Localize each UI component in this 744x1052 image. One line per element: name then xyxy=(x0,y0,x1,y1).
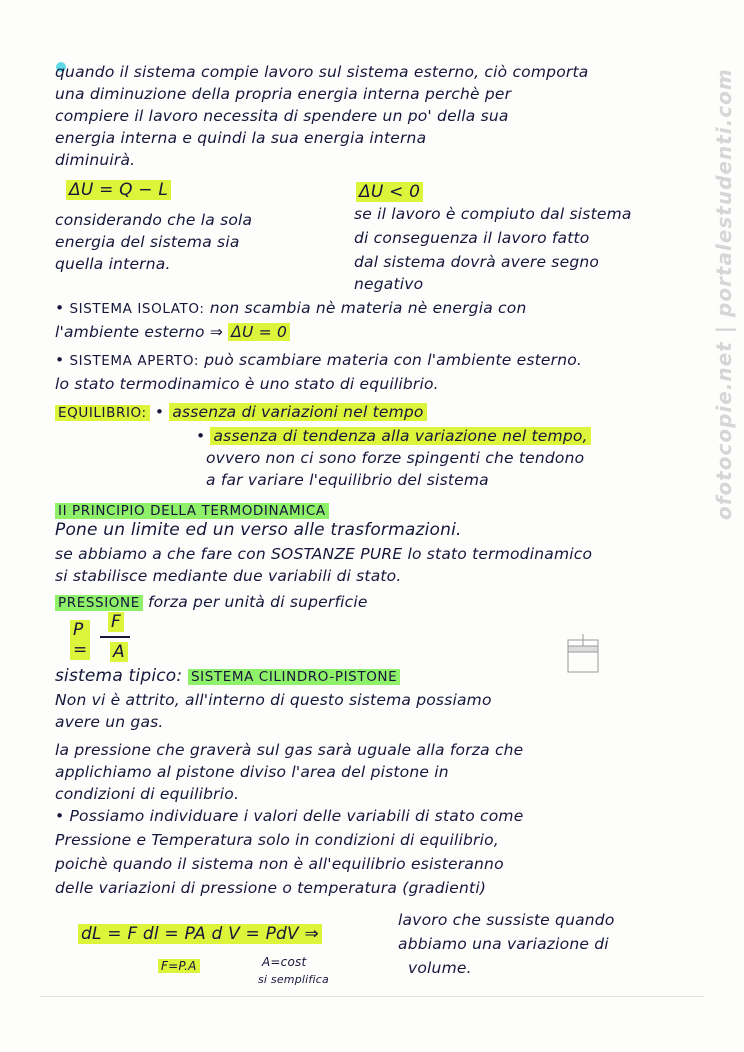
text-line: una diminuzione della propria energia interna perchè per xyxy=(55,85,512,103)
equilibrium-line-3: ovvero non ci sono forze spingenti che tendono xyxy=(206,449,585,467)
work-note-line: volume. xyxy=(408,959,472,977)
cylinder-piston-sketch xyxy=(562,632,626,676)
work-equation: dL = F dl = PA d V = PdV ⇒ xyxy=(78,924,322,944)
footer-divider xyxy=(40,996,704,997)
text-line: avere un gas. xyxy=(55,713,164,731)
right-note-line: negativo xyxy=(354,275,424,293)
open-system-label: SISTEMA APERTO: xyxy=(69,353,200,369)
right-note-line: di conseguenza il lavoro fatto xyxy=(354,229,590,247)
isolated-system-line: • SISTEMA ISOLATO: non scambia nè materia nè energia con xyxy=(55,299,527,317)
text-line: si stabilisce mediante due variabili di stato. xyxy=(55,567,402,585)
isolated-system-line-2: l'ambiente esterno ⇒ ΔU = 0 xyxy=(55,322,290,342)
delta-u-zero: ΔU = 0 xyxy=(228,323,290,341)
open-system-line: • SISTEMA APERTO: può scambiare materia con l'ambiente esterno. xyxy=(55,351,583,369)
text-line: applichiamo al pistone diviso l'area del pistone in xyxy=(55,763,449,781)
left-note-line: quella interna. xyxy=(55,255,171,273)
cylinder-piston-label: SISTEMA CILINDRO-PISTONE xyxy=(188,669,400,685)
left-note-line: considerando che la sola xyxy=(55,211,253,229)
equilibrium-line-4: a far variare l'equilibrio del sistema xyxy=(206,471,489,489)
force-substitution: F=P.A xyxy=(158,956,200,976)
text-line: se abbiamo a che fare con SOSTANZE PURE lo stato termodinamico xyxy=(55,545,593,563)
watermark: ofotocopie.net | portalestudenti.com xyxy=(712,68,736,520)
left-note-line: energia del sistema sia xyxy=(55,233,240,251)
notes-page: quando il sistema compie lavoro sul sistema esterno, ciò comporta una diminuzione della propria energia interna perchè per compiere il lavoro necessita di spendere un po' della sua energia interna e quindi la sua energia interna diminuirà. ΔU = Q − L ΔU < 0 considerando che la sola energia del sistema sia quella interna. se il lavoro è compiuto dal sistema di conseguenza il lavoro fatto dal sistema dovrà avere segno negativo • SISTEMA ISOLATO: non scambia nè materia nè energia con l'ambiente esterno ⇒ ΔU = 0 • SISTEMA APERTO: può scambiare materia con l'ambiente esterno. lo stato termodinamico è uno stato di equilibrio. EQUILIBRIO: • assenza di variazioni nel tempo • assenza di tendenza alla variazione nel tempo, ovvero non ci sono forze spingenti che tendono a far variare l'equilibrio del sistema II PRINCIPIO DELLA TERMODINAMICA Pone un limite ed un verso alle trasformazioni. se abbiamo a che fare con SOSTANZE PURE lo stato termodinamico si stabilisce mediante due variabili di stato. PRESSIONE forza per unità di superficie P = F A sistema tipico: SISTEMA CILINDRO-PISTONE Non vi è attrito, all'interno di questo sistema possiamo avere un gas. la pressione che graverà sul gas sarà uguale alla forza che applichiamo al pistone diviso l'area del pistone in condizioni di equilibrio. • Possiamo individuare i valori delle variabili di stato come Pressione e Temperatura solo in condizioni di equilibrio, poichè quando il sistema non è all'equilibrio esisteranno delle variazioni di pressione o temperatura (gradienti) dL = F dl = PA d V = PdV ⇒ lavoro che sussiste quando abbiamo una variazione di volume. F=P.A A=cost si semplifica ofotocopie.net | portalestudenti.com xyxy=(0,0,744,1052)
text-line: delle variazioni di pressione o temperatura (gradienti) xyxy=(55,879,487,897)
area-constant-note: A=cost xyxy=(262,955,307,969)
first-law-equation: ΔU = Q − L xyxy=(66,180,171,200)
text-line: energia interna e quindi la sua energia interna xyxy=(55,129,427,147)
text-line: Pressione e Temperatura solo in condizioni di equilibrio, xyxy=(55,831,499,849)
text-line: compiere il lavoro necessita di spendere un po' della sua xyxy=(55,107,509,125)
text-line: Pone un limite ed un verso alle trasformazioni. xyxy=(55,520,462,540)
equilibrium-line-1: EQUILIBRIO: • assenza di variazioni nel tempo xyxy=(55,402,427,423)
text-line: quando il sistema compie lavoro sul sistema esterno, ciò comporta xyxy=(55,63,589,81)
right-note-line: se il lavoro è compiuto dal sistema xyxy=(354,205,632,223)
typical-system-line: sistema tipico: SISTEMA CILINDRO-PISTONE xyxy=(55,666,400,687)
text-line: diminuirà. xyxy=(55,151,136,169)
text-line: Non vi è attrito, all'interno di questo sistema possiamo xyxy=(55,691,492,709)
simplifies-note: si semplifica xyxy=(258,973,329,986)
pressure-label: PRESSIONE xyxy=(55,595,143,611)
open-system-line-2: lo stato termodinamico è uno stato di equilibrio. xyxy=(55,375,439,393)
text-line: poichè quando il sistema non è all'equilibrio esisteranno xyxy=(55,855,504,873)
negative-work-equation: ΔU < 0 xyxy=(356,182,423,202)
right-note-line: dal sistema dovrà avere segno xyxy=(354,253,600,271)
text-line: • Possiamo individuare i valori delle variabili di stato come xyxy=(55,807,524,825)
work-note-line: lavoro che sussiste quando xyxy=(398,911,615,929)
second-law-title: II PRINCIPIO DELLA TERMODINAMICA xyxy=(55,500,329,521)
work-note-line: abbiamo una variazione di xyxy=(398,935,609,953)
isolated-system-label: SISTEMA ISOLATO: xyxy=(69,301,205,317)
pressure-line: PRESSIONE forza per unità di superficie xyxy=(55,592,368,613)
equilibrium-line-2: • assenza di tendenza alla variazione nel tempo, xyxy=(196,426,591,446)
text-line: condizioni di equilibrio. xyxy=(55,785,240,803)
equilibrium-label: EQUILIBRIO: xyxy=(55,405,150,421)
text-line: la pressione che graverà sul gas sarà uguale alla forza che xyxy=(55,741,524,759)
